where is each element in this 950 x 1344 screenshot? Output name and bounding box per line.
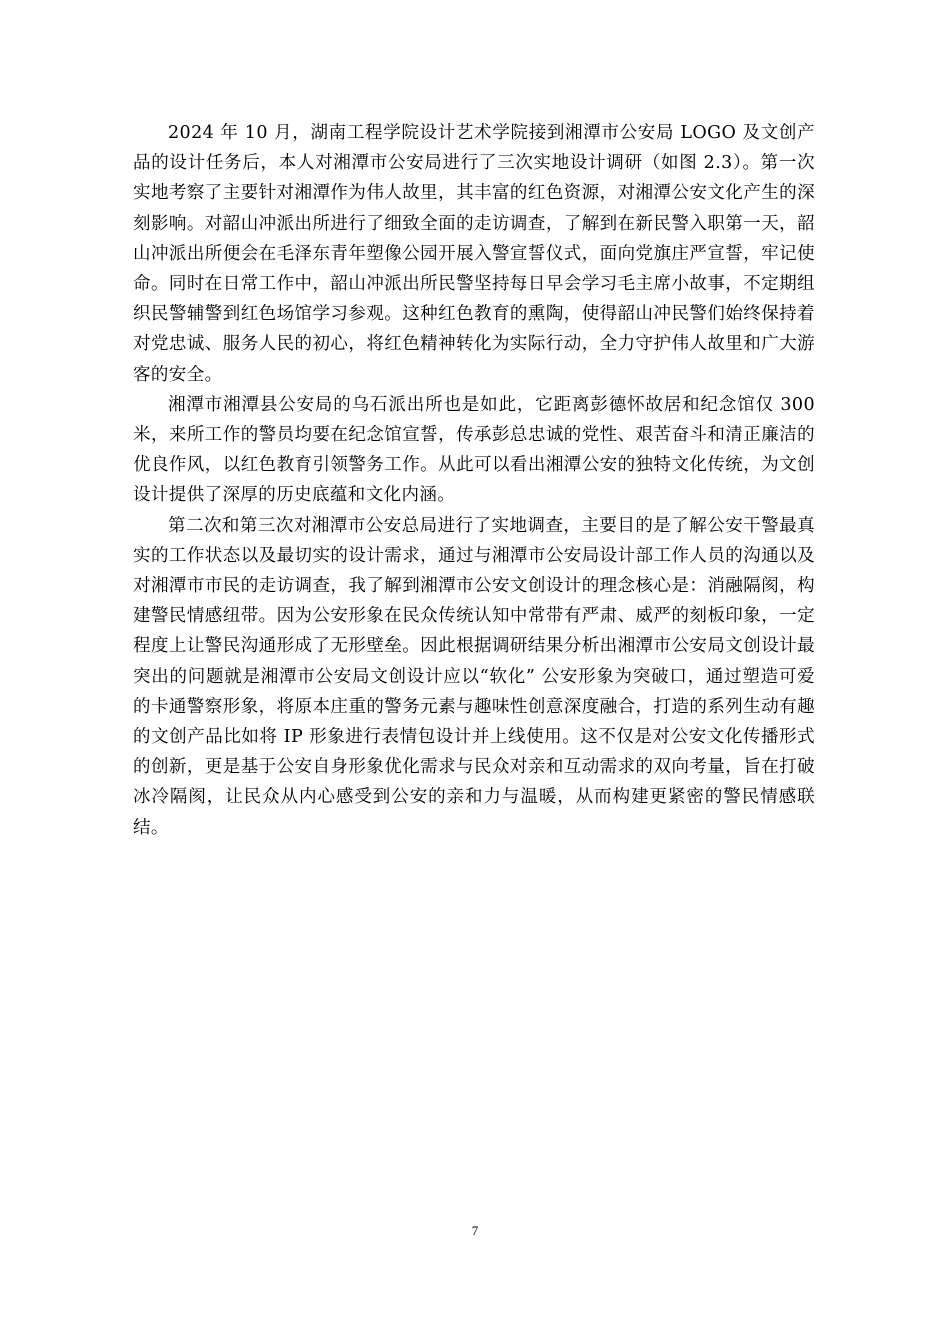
paragraph-2: 湘潭市湘潭县公安局的乌石派出所也是如此，它距离彭德怀故居和纪念馆仅 300 米，来所工作的警员均要在纪念馆宣誓，传承彭总忠诚的党性、艰苦奋斗和清正廉洁的优良作风，以红色教育引领警务工作。从此可以看出湘潭公安的独特文化传统，为文创设计提供了深厚的历史底蕴和文化内涵。 (133, 394, 815, 506)
paragraph-1: 2024 年 10 月，湖南工程学院设计艺术学院接到湘潭市公安局 LOGO 及文创产品的设计任务后，本人对湘潭市公安局进行了三次实地设计调研（如图 2.3）。第一次实地考察了主要针对湘潭作为伟人故里，其丰富的红色资源，对湘潭公安文化产生的深刻影响。对韶山冲派出所进行了细致全面的走访调查，了解到在新民警入职第一天，韶山冲派出所便会在毛泽东青年塑像公园开展入警宣誓仪式，面向党旗庄严宣誓，牢记使命。同时在日常工作中，韶山冲派出所民警坚持每日早会学习毛主席小故事，不定期组织民警辅警到红色场馆学习参观。这种红色教育的熏陶，使得韶山冲民警们始终保持着对党忠诚、服务人民的初心，将红色精神转化为实际行动，全力守护伟人故里和广大游客的安全。 (133, 123, 815, 385)
paragraph-3: 第二次和第三次对湘潭市公安总局进行了实地调查，主要目的是了解公安干警最真实的工作状态以及最切实的设计需求，通过与湘潭市公安局设计部工作人员的沟通以及对湘潭市市民的走访调查，我了解到湘潭市公安文创设计的理念核心是：消融隔阂，构建警民情感纽带。因为公安形象在民众传统认知中常带有严肃、威严的刻板印象，一定程度上让警民沟通形成了无形壁垒。因此根据调研结果分析出湘潭市公安局文创设计最突出的问题就是湘潭市公安局文创设计应以“软化” 公安形象为突破口，通过塑造可爱的卡通警察形象，将原本庄重的警务元素与趣味性创意深度融合，打造的系列生动有趣的文创产品比如将 IP 形象进行表情包设计并上线使用。这不仅是对公安文化传播形式的创新，更是基于公安自身形象优化需求与民众对亲和互动需求的双向考量，旨在打破冰冷隔阂，让民众从内心感受到公安的亲和力与温暖，从而构建更紧密的警民情感联结。 (133, 515, 815, 838)
page-number: 7 (471, 1223, 479, 1238)
body-text (133, 118, 815, 843)
